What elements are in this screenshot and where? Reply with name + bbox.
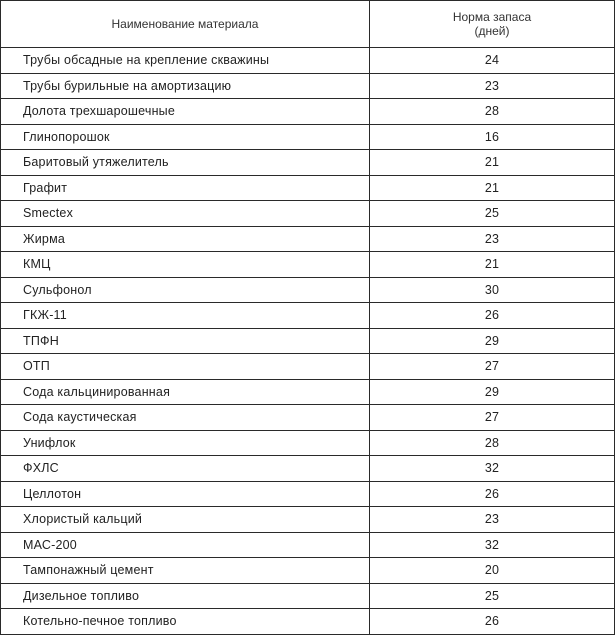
stock-norm-cell: 21: [370, 175, 615, 201]
table-row: [1, 507, 615, 533]
material-name-cell: МАС-200: [1, 532, 370, 558]
stock-norm-cell: 28: [370, 430, 615, 456]
stock-norm-cell: 30: [370, 277, 615, 303]
table-row: [1, 532, 615, 558]
material-name-cell: Сульфонол: [1, 277, 370, 303]
material-name-cell: Тампонажный цемент: [1, 558, 370, 584]
material-name-cell: Целлотон: [1, 481, 370, 507]
material-name-cell: ТПФН: [1, 328, 370, 354]
material-name-cell: Долота трехшарошечные: [1, 99, 370, 125]
material-name-cell: ОТП: [1, 354, 370, 380]
table-row: [1, 379, 615, 405]
material-name-cell: ГКЖ-11: [1, 303, 370, 329]
material-name-cell: Баритовый утяжелитель: [1, 150, 370, 176]
table-row: [1, 328, 615, 354]
stock-norm-cell: 24: [370, 48, 615, 74]
material-name-cell: ФХЛС: [1, 456, 370, 482]
table-row: [1, 277, 615, 303]
stock-norm-cell: 23: [370, 507, 615, 533]
stock-norm-cell: 20: [370, 558, 615, 584]
table-body: [1, 48, 615, 635]
stock-norm-cell: 29: [370, 328, 615, 354]
material-name-cell: Глинопорошок: [1, 124, 370, 150]
material-name-cell: Хлористый кальций: [1, 507, 370, 533]
table-row: [1, 99, 615, 125]
table-row: [1, 201, 615, 227]
material-name-cell: Котельно-печное топливо: [1, 609, 370, 635]
material-name-cell: КМЦ: [1, 252, 370, 278]
table-row: [1, 583, 615, 609]
table-row: [1, 405, 615, 431]
stock-norm-cell: 27: [370, 405, 615, 431]
material-name-cell: Жирма: [1, 226, 370, 252]
material-name-cell: Сода кальцинированная: [1, 379, 370, 405]
material-name-cell: Унифлок: [1, 430, 370, 456]
stock-norm-cell: 23: [370, 73, 615, 99]
table-row: [1, 252, 615, 278]
material-name-header: Наименование материала: [1, 1, 370, 48]
stock-norm-cell: 28: [370, 99, 615, 125]
material-name-cell: Трубы бурильные на амортизацию: [1, 73, 370, 99]
table-row: [1, 481, 615, 507]
stock-norm-header-line2: (дней): [474, 24, 510, 38]
stock-norm-cell: 21: [370, 150, 615, 176]
stock-norm-cell: 16: [370, 124, 615, 150]
table-row: [1, 48, 615, 74]
header-row: [1, 1, 615, 48]
table-header: [1, 1, 615, 48]
stock-norm-header-line1: Норма запаса: [452, 10, 532, 24]
table-row: [1, 430, 615, 456]
material-name-cell: Дизельное топливо: [1, 583, 370, 609]
stock-norm-cell: 23: [370, 226, 615, 252]
table-row: [1, 456, 615, 482]
stock-norm-header: [370, 1, 615, 48]
stock-norm-cell: 25: [370, 201, 615, 227]
table-row: [1, 73, 615, 99]
stock-norm-cell: 26: [370, 481, 615, 507]
table-row: [1, 354, 615, 380]
stock-norm-cell: 32: [370, 456, 615, 482]
material-name-cell: Графит: [1, 175, 370, 201]
material-name-cell: Сода каустическая: [1, 405, 370, 431]
table-row: [1, 226, 615, 252]
material-name-cell: Smectex: [1, 201, 370, 227]
stock-norm-cell: 29: [370, 379, 615, 405]
table-row: [1, 124, 615, 150]
material-name-cell: Трубы обсадные на крепление скважины: [1, 48, 370, 74]
table-row: [1, 150, 615, 176]
stock-norm-cell: 32: [370, 532, 615, 558]
stock-norm-cell: 26: [370, 303, 615, 329]
table-row: [1, 558, 615, 584]
table-row: [1, 303, 615, 329]
stock-norm-cell: 26: [370, 609, 615, 635]
table-row: [1, 609, 615, 635]
table-row: [1, 175, 615, 201]
stock-norm-cell: 21: [370, 252, 615, 278]
stock-norm-cell: 25: [370, 583, 615, 609]
stock-norm-cell: 27: [370, 354, 615, 380]
